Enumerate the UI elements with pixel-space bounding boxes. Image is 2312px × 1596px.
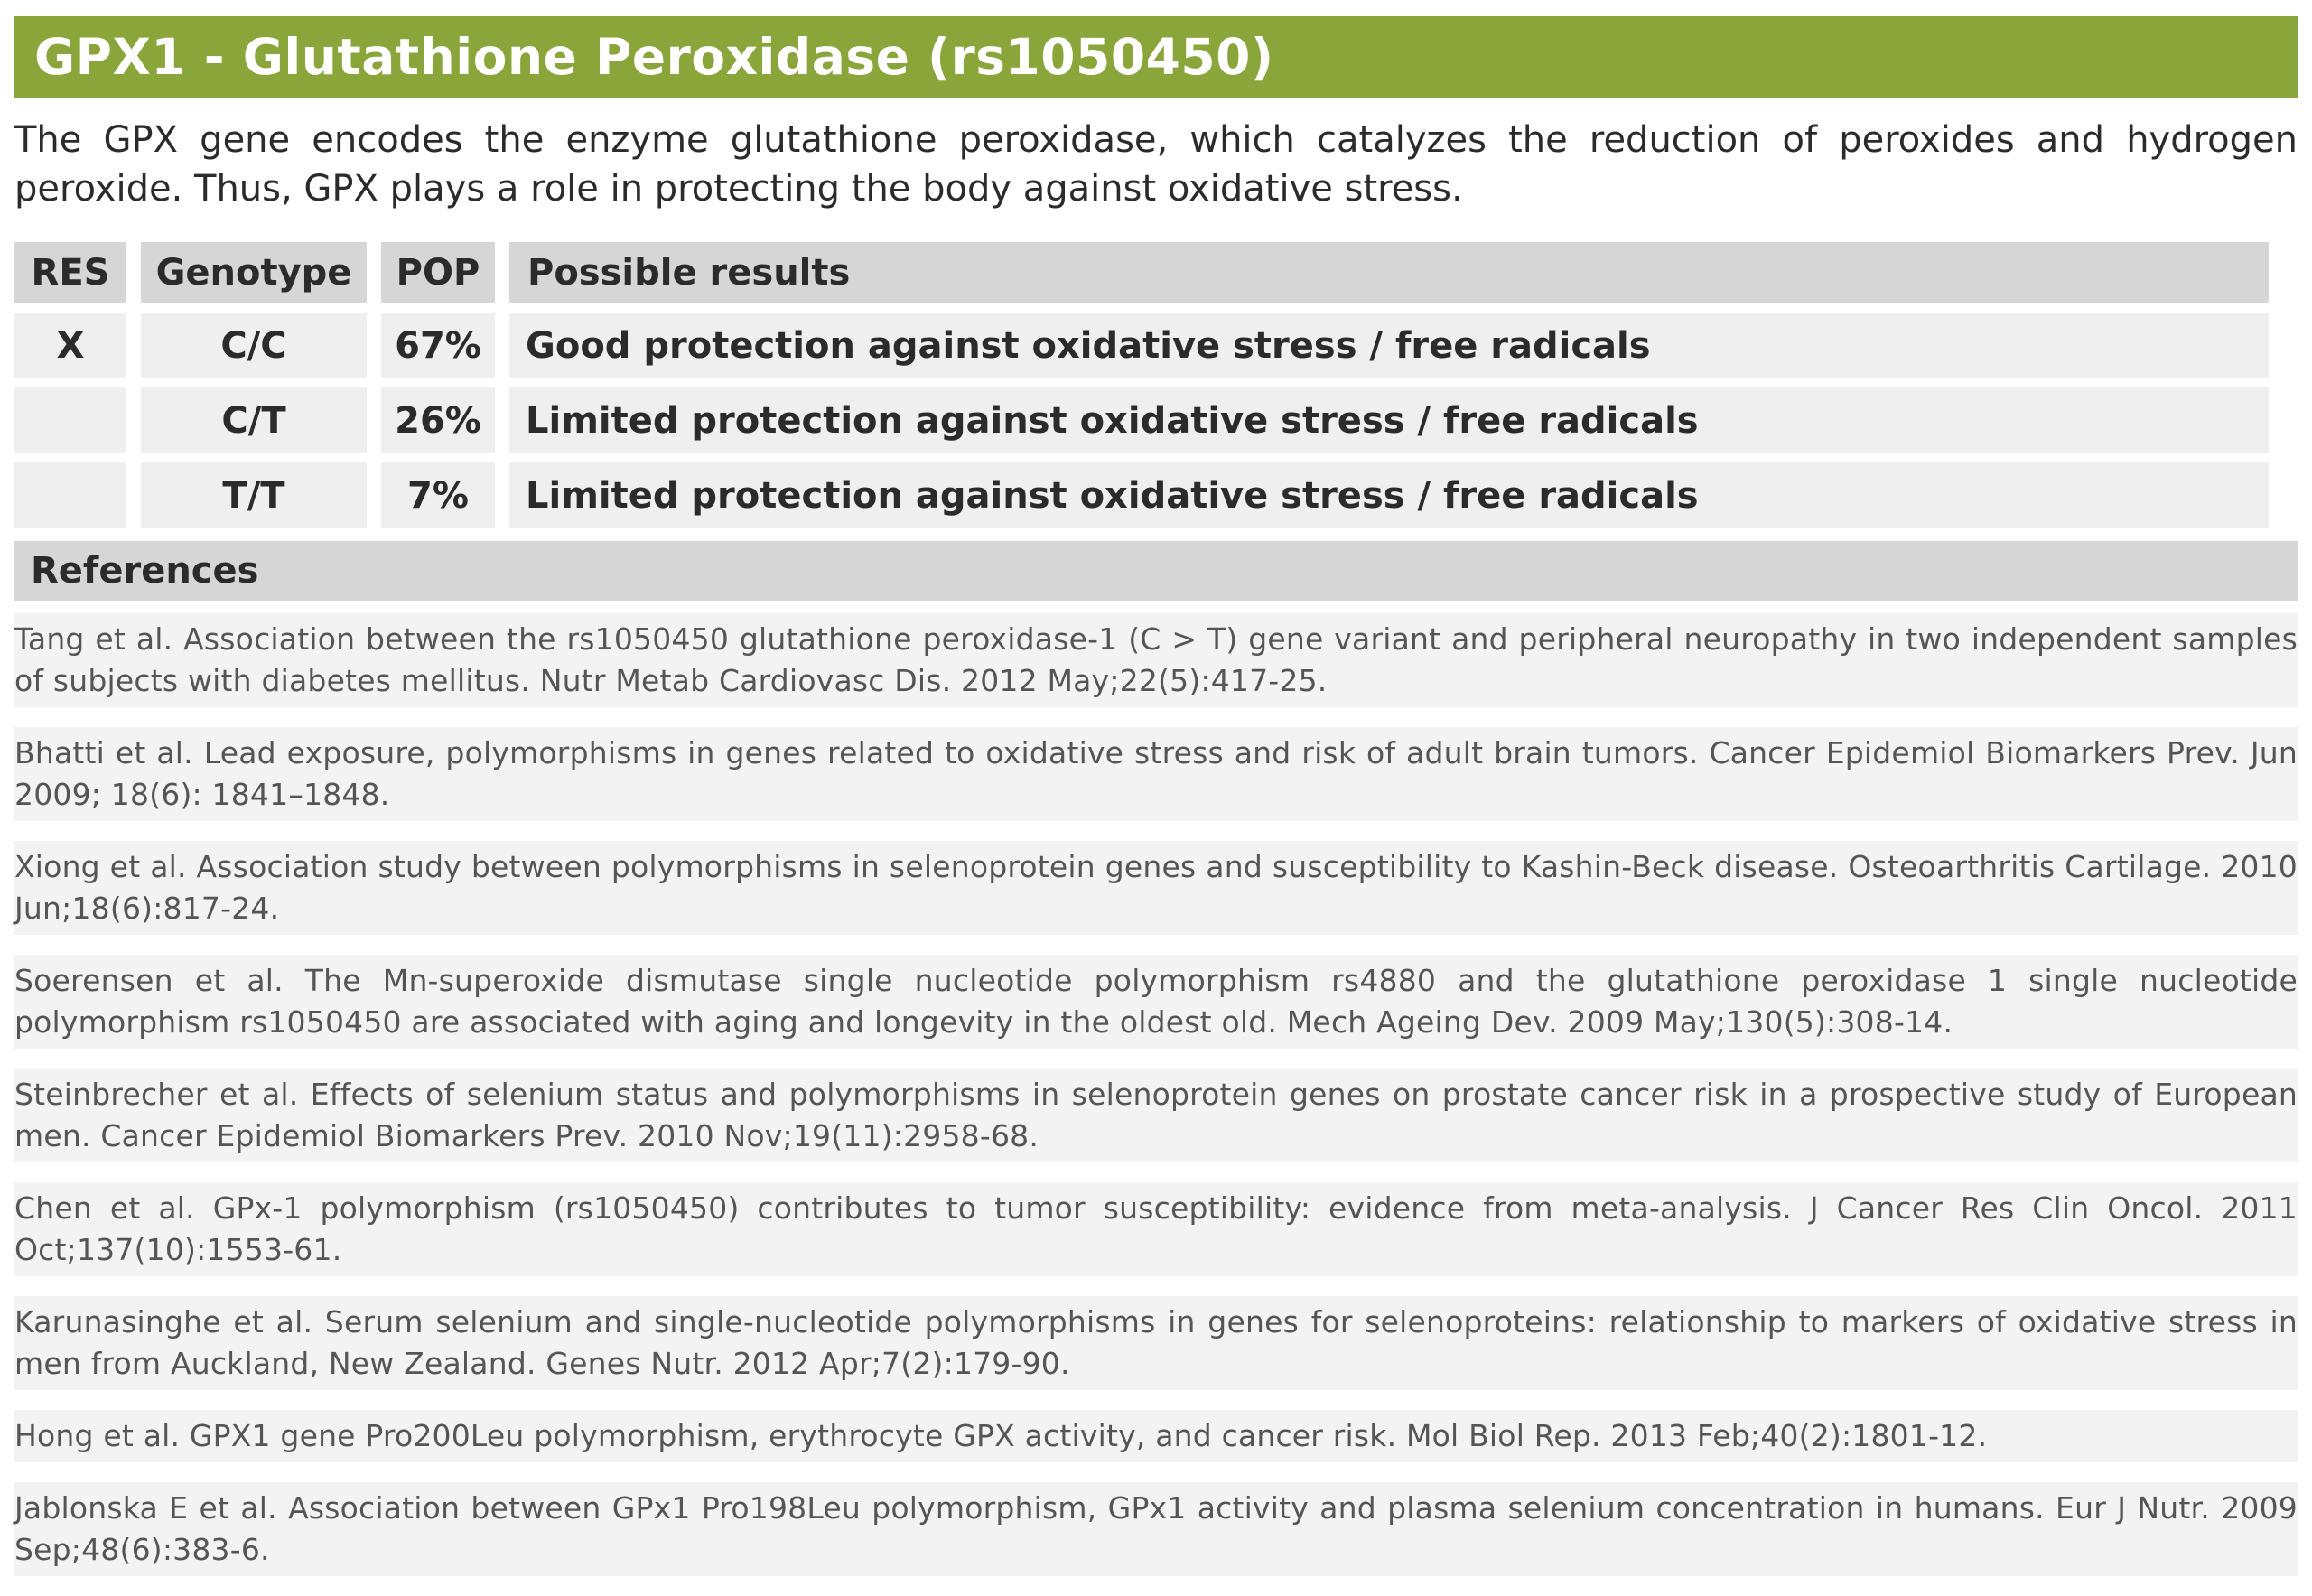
column-header-possible-results: Possible results bbox=[509, 242, 2269, 303]
reference-item: Xiong et al. Association study between polymorphisms in selenoprotein genes and susceptibility to Kashin-Beck disease. Osteoarthritis Cartilage. 2010 Jun;18(6):817-24. bbox=[14, 841, 2298, 935]
result-cell: Limited protection against oxidative stress / free radicals bbox=[509, 462, 2269, 528]
section-title: GPX1 - Glutathione Peroxidase (rs1050450) bbox=[14, 16, 2298, 98]
result-cell: Good protection against oxidative stress / free radicals bbox=[509, 313, 2269, 378]
result-cell: Limited protection against oxidative stress / free radicals bbox=[509, 387, 2269, 453]
reference-item: Jablonska E et al. Association between GPx1 Pro198Leu polymorphism, GPx1 activity and plasma selenium concentration in humans. Eur J Nutr. 2009 Sep;48(6):383-6. bbox=[14, 1482, 2298, 1576]
genotype-cell: T/T bbox=[141, 462, 367, 528]
genotype-cell: C/C bbox=[141, 313, 367, 378]
document-page bbox=[14, 16, 2298, 1596]
genotype-results-table bbox=[0, 233, 2283, 537]
column-header-pop: POP bbox=[381, 242, 495, 303]
column-header-res: RES bbox=[14, 242, 126, 303]
references-list bbox=[14, 613, 2298, 1576]
pop-cell: 67% bbox=[381, 313, 495, 378]
table-row bbox=[14, 387, 2269, 453]
reference-item: Soerensen et al. The Mn-superoxide dismutase single nucleotide polymorphism rs4880 and the glutathione peroxidase 1 single nucleotide polymorphism rs1050450 are associated with aging and longevity in the oldest old. Mech Ageing Dev. 2009 May;130(5):308-14. bbox=[14, 955, 2298, 1049]
res-cell: X bbox=[14, 313, 126, 378]
reference-item: Chen et al. GPx-1 polymorphism (rs1050450) contributes to tumor susceptibility: evidence from meta-analysis. J Cancer Res Clin Oncol. 2011 Oct;137(10):1553-61. bbox=[14, 1182, 2298, 1276]
pop-cell: 26% bbox=[381, 387, 495, 453]
genotype-cell: C/T bbox=[141, 387, 367, 453]
column-header-genotype: Genotype bbox=[141, 242, 367, 303]
pop-cell: 7% bbox=[381, 462, 495, 528]
reference-item: Bhatti et al. Lead exposure, polymorphisms in genes related to oxidative stress and risk of adult brain tumors. Cancer Epidemiol Biomarkers Prev. Jun 2009; 18(6): 1841–1848. bbox=[14, 727, 2298, 821]
table-row bbox=[14, 313, 2269, 378]
references-heading: References bbox=[14, 541, 2298, 601]
reference-item: Karunasinghe et al. Serum selenium and single-nucleotide polymorphisms in genes for selenoproteins: relationship to markers of oxidative stress in men from Auckland, New Zealand. Genes Nutr. 2012 Apr;7(2):179-90. bbox=[14, 1296, 2298, 1390]
reference-item: Tang et al. Association between the rs1050450 glutathione peroxidase-1 (C > T) gene variant and peripheral neuropathy in two independent samples of subjects with diabetes mellitus. Nutr Metab Cardiovasc Dis. 2012 May;22(5):417-25. bbox=[14, 613, 2298, 707]
table-row bbox=[14, 462, 2269, 528]
intro-paragraph: The GPX gene encodes the enzyme glutathione peroxidase, which catalyzes the reduction of peroxides and hydrogen peroxide. Thus, GPX plays a role in protecting the body against oxidative stress. bbox=[14, 119, 2298, 210]
reference-item: Steinbrecher et al. Effects of selenium status and polymorphisms in selenoprotein genes on prostate cancer risk in a prospective study of European men. Cancer Epidemiol Biomarkers Prev. 2010 Nov;19(11):2958-68. bbox=[14, 1069, 2298, 1162]
res-cell bbox=[14, 387, 126, 453]
res-cell bbox=[14, 462, 126, 528]
reference-item: Hong et al. GPX1 gene Pro200Leu polymorphism, erythrocyte GPX activity, and cancer risk. Mol Biol Rep. 2013 Feb;40(2):1801-12. bbox=[14, 1410, 2298, 1462]
table-header-row bbox=[14, 242, 2269, 303]
